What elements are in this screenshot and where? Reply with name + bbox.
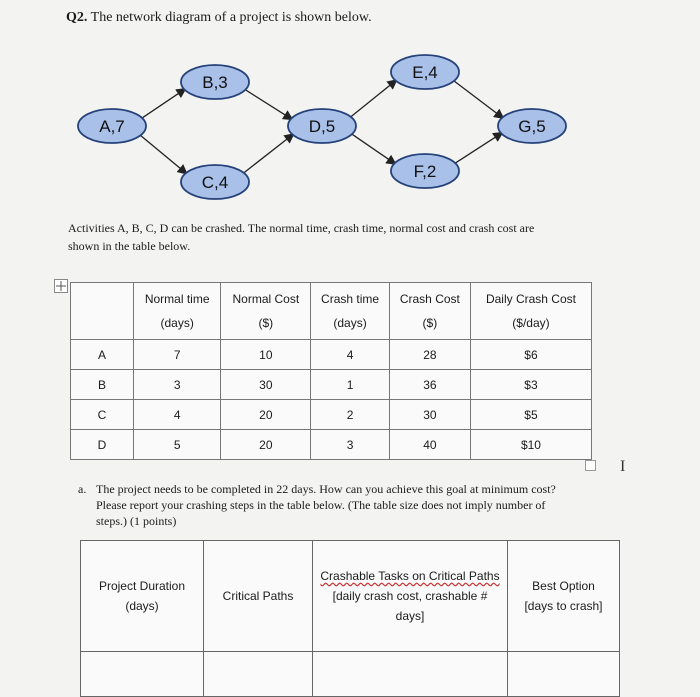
crash-time-header: Crash time (days) [311, 283, 389, 340]
question-number: Q2. [66, 10, 88, 25]
node-label: F,2 [413, 162, 437, 181]
edge-f-g [453, 133, 503, 165]
node-c [181, 165, 249, 199]
answer-cell[interactable] [508, 652, 620, 697]
answer-cell[interactable] [204, 652, 313, 697]
daily-crash-cost-cell: $3 [470, 370, 591, 400]
description-paragraph [68, 219, 608, 255]
normal-cost-header: Normal Cost ($) [221, 283, 311, 340]
part-a-marker: a. [78, 482, 87, 496]
best-option-header: Best Option [days to crash] [508, 541, 620, 652]
node-b [181, 65, 249, 99]
part-a-line-1: The project needs to be completed in 22 days. How can you achieve this goal at minimum cost? [96, 482, 556, 496]
crash-cost-cell: 30 [389, 400, 470, 430]
activity-cell: C [71, 400, 134, 430]
text-cursor-icon: I [620, 458, 626, 475]
activity-header [71, 283, 134, 340]
crash-data-table [70, 282, 592, 460]
node-a [78, 109, 146, 143]
activity-cell: D [71, 430, 134, 460]
node-label: G,5 [518, 117, 546, 136]
node-label: A,7 [99, 117, 125, 136]
edge-b-d [243, 88, 293, 119]
part-a-question [78, 481, 598, 529]
project-duration-header: Project Duration (days) [81, 541, 204, 652]
table-resize-handle[interactable] [585, 460, 596, 471]
table-row [71, 430, 592, 460]
table-row [71, 340, 592, 370]
crash-time-cell: 3 [311, 430, 389, 460]
crash-cost-cell: 40 [389, 430, 470, 460]
diagram-nodes [78, 55, 566, 199]
edge-e-g [452, 79, 504, 118]
normal-time-header: Normal time (days) [134, 283, 221, 340]
table-move-handle-icon[interactable] [54, 279, 68, 293]
crash-time-cell: 1 [311, 370, 389, 400]
daily-crash-cost-cell: $5 [470, 400, 591, 430]
critical-paths-header: Critical Paths [204, 541, 313, 652]
activity-cell: A [71, 340, 134, 370]
edge-d-f [349, 132, 395, 164]
table-row [71, 400, 592, 430]
node-e [391, 55, 459, 89]
node-f [391, 154, 459, 188]
answer-header-row [81, 541, 620, 652]
edge-a-b [140, 89, 186, 120]
answer-cell[interactable] [313, 652, 508, 697]
activity-cell: B [71, 370, 134, 400]
part-a-line-2: Please report your crashing steps in the table below. (The table size does not imply number of [96, 498, 546, 512]
table-header-row [71, 283, 592, 340]
node-label: B,3 [202, 73, 228, 92]
node-label: D,5 [308, 117, 336, 136]
node-label: E,4 [412, 63, 438, 82]
crashable-tasks-header: Crashable Tasks on Critical Paths [daily crash cost, crashable # days] [313, 541, 508, 652]
part-a-line-3: steps.) (1 points) [96, 514, 177, 528]
node-d [288, 109, 356, 143]
daily-crash-cost-header: Daily Crash Cost ($/day) [470, 283, 591, 340]
table-row [71, 370, 592, 400]
normal-cost-cell: 30 [221, 370, 311, 400]
edge-a-c [138, 134, 187, 174]
answer-cell[interactable] [81, 652, 204, 697]
description-line-1: Activities A, B, C, D can be crashed. The normal time, crash time, normal cost and crash cost are [68, 221, 535, 235]
network-diagram [0, 0, 700, 215]
node-label: C,4 [201, 173, 229, 192]
normal-time-cell: 4 [134, 400, 221, 430]
question-text: The network diagram of a project is shown below. [90, 10, 372, 25]
normal-time-cell: 3 [134, 370, 221, 400]
edge-c-d [242, 134, 294, 175]
crash-cost-cell: 28 [389, 340, 470, 370]
normal-cost-cell: 20 [221, 400, 311, 430]
normal-time-cell: 5 [134, 430, 221, 460]
normal-time-cell: 7 [134, 340, 221, 370]
description-line-2: shown in the table below. [68, 239, 191, 253]
node-g [498, 109, 566, 143]
daily-crash-cost-cell: $10 [470, 430, 591, 460]
crash-time-cell: 2 [311, 400, 389, 430]
normal-cost-cell: 20 [221, 430, 311, 460]
normal-cost-cell: 10 [221, 340, 311, 370]
daily-crash-cost-cell: $6 [470, 340, 591, 370]
crash-time-cell: 4 [311, 340, 389, 370]
crash-cost-header: Crash Cost ($) [389, 283, 470, 340]
answer-row [81, 652, 620, 697]
answer-table [80, 540, 620, 697]
crash-cost-cell: 36 [389, 370, 470, 400]
edge-d-e [349, 80, 397, 119]
